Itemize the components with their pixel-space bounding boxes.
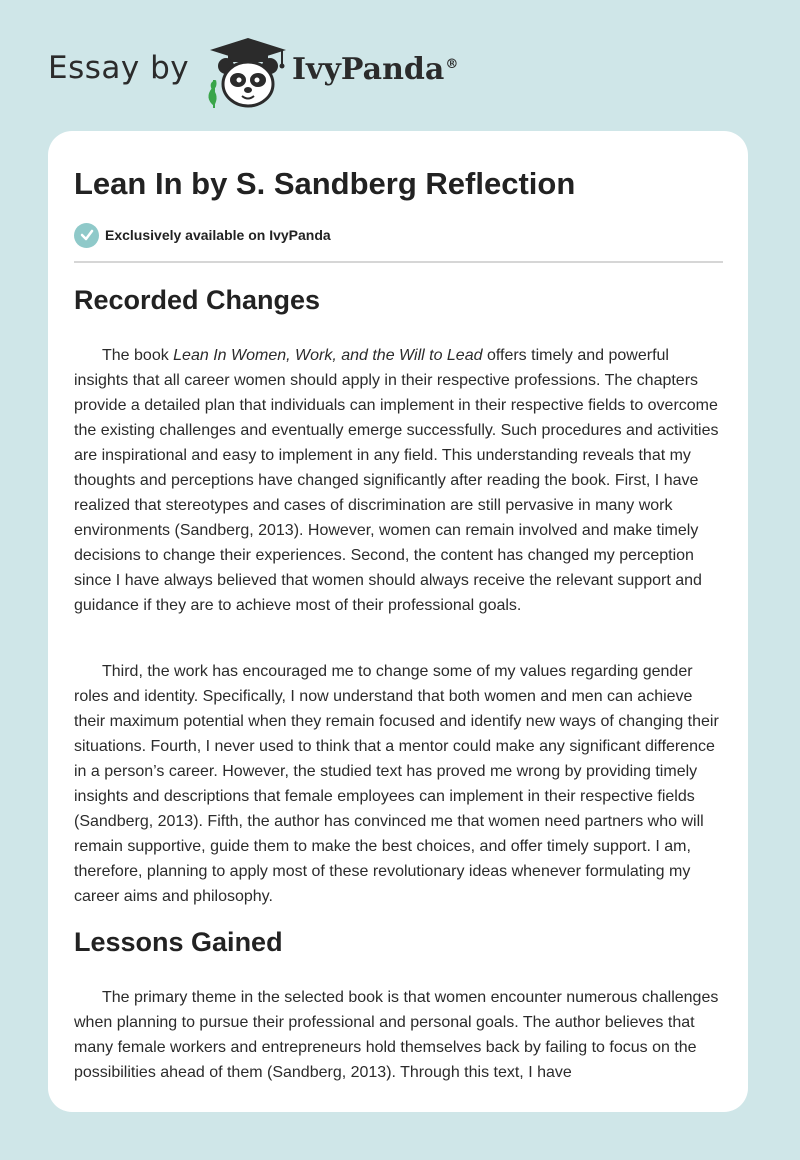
title-divider: [74, 261, 723, 263]
exclusive-badge-label: Exclusively available on IvyPanda: [105, 227, 331, 243]
brand-name[interactable]: [292, 52, 458, 87]
site-header: [0, 0, 800, 120]
ivypanda-logo-icon[interactable]: [200, 36, 296, 110]
paragraph-recorded-changes-2: Third, the work has encouraged me to change some of my values regarding gender roles and identity. Specifically, I now understand that both women and men can achieve their maximum potential when they remain focused and identify new ways of changing their situations. Fourth, I never used to think that a mentor could make any significant difference in a person’s career. However, the studied text has proved me wrong by providing timely insights and descriptions that female employees can implement in their respective fields (Sandberg, 2013). Fifth, the author has convinced me that women need partners who will remain supportive, guide them to make the best choices, and offer timely support. I am, therefore, planning to apply most of these revolutionary ideas whenever formulating my career aims and philosophy.: [74, 663, 719, 905]
page-title: Lean In by S. Sandberg Reflection: [74, 166, 576, 201]
check-icon: [74, 223, 99, 248]
essay-card: [48, 131, 748, 1112]
exclusive-badge: [74, 222, 331, 248]
book-title: Lean In Women, Work, and the Will to Lead: [173, 347, 483, 364]
paragraph-body: offers timely and powerful insights that all career women should apply in their respective professions. The chapters provide a detailed plan that individuals can implement in their respective fields to overcome the existing challenges and eventually emerge successfully. Such procedures and activities are inspirational and easy to implement in any field. This understanding reveals that my thoughts and perceptions have changed significantly after reading the book. First, I have realized that stereotypes and cases of discrimination are still pervasive in many work environments (Sandberg, 2013). However, women can remain involved and make timely decisions to change their experiences. Second, the content has changed my perception since I have always believed that women should always receive the relevant support and guidance if they are to achieve most of their professional goals.: [74, 347, 719, 614]
paragraph-recorded-changes-1: [74, 343, 724, 618]
section-heading-recorded-changes: Recorded Changes: [74, 285, 321, 315]
paragraph-lessons-gained-1: The primary theme in the selected book is that women encounter numerous challenges when planning to pursue their professional and personal goals. The author believes that many female workers and entrepreneurs hold themselves back by failing to focus on the possibilities ahead of them (Sandberg, 2013). Through this text, I have: [74, 989, 719, 1081]
registered-mark: ®: [445, 57, 459, 72]
brand-name-text: IvyPanda: [292, 52, 445, 87]
section-heading-lessons-gained: Lessons Gained: [74, 927, 283, 957]
essay-by-label: Essay by: [48, 50, 190, 86]
paragraph-intro: The book: [102, 347, 174, 364]
